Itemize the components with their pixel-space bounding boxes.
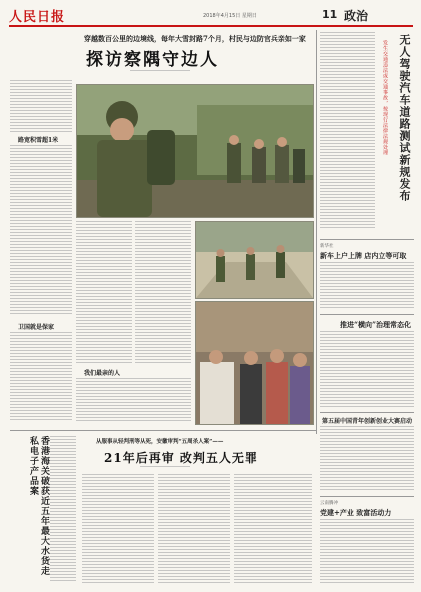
- section-name: 政治: [344, 9, 369, 23]
- bottom-story-headline: 21年后再审 改判五人无罪: [104, 451, 258, 465]
- bottom-story-col3: [234, 474, 312, 584]
- lead-body-col1-c: [10, 332, 72, 420]
- lead-body-col1-a: [10, 80, 72, 132]
- lead-byline: [130, 70, 190, 73]
- right-story-headline: 无人驾驶汽车道路测试新规发布: [398, 34, 411, 202]
- lead-body-col2-b: [76, 378, 191, 423]
- photo-road-work: [195, 221, 314, 299]
- brief-4-headline: 党建+产业 致富活动力: [320, 508, 392, 517]
- brief-1-body: [320, 262, 414, 310]
- bottom-story-byline: [140, 466, 190, 469]
- bottom-left-vertical-headline: 香港海关破获近五年最大水货走私电子产品案: [28, 436, 49, 576]
- brief-4-body: [320, 519, 414, 583]
- bottom-story-col2: [158, 474, 230, 584]
- lead-body-col2: [76, 221, 132, 363]
- lead-subhead-2: 卫国就是保家: [18, 324, 55, 331]
- photo-village-family: [195, 301, 314, 425]
- brief-1-tag: 新华社: [320, 244, 334, 249]
- brief-4-rule: [320, 496, 414, 497]
- bottom-left-body: [50, 436, 76, 582]
- lead-subhead-3: 我们最亲的人: [84, 370, 121, 377]
- column-divider: [316, 30, 317, 434]
- bottom-story-kicker: 从服事从轻判刑等从死，安徽审判“五周杀人案”——: [96, 439, 224, 445]
- masthead-rule: [9, 25, 413, 27]
- brief-1-rule: [320, 239, 414, 240]
- page-number: 11: [322, 8, 338, 21]
- right-story-subhead: 发生交通违法或交通事故，按现行法律法规处理: [382, 40, 388, 156]
- lead-subhead-1: 路宽积雪超1米: [18, 137, 59, 144]
- brief-2-body: [320, 331, 414, 409]
- right-story-body: [320, 32, 375, 228]
- road-work-illustration: [196, 222, 313, 298]
- village-family-illustration: [196, 302, 313, 424]
- brief-2-headline: 推进“横向”治理常态化: [340, 320, 412, 329]
- lead-body-col3: [135, 221, 191, 363]
- brief-1-headline: 新车上户上牌 店内立等可取: [320, 251, 407, 260]
- lead-photo-soldiers: [76, 84, 314, 218]
- issue-date: 2018年4月15日 星期日: [203, 13, 257, 19]
- lead-headline: 探访察隅守边人: [86, 50, 219, 70]
- lead-body-col1-b: [10, 145, 72, 315]
- brief-4-tag: 云南腾冲: [320, 501, 338, 506]
- bottom-story-col1: [82, 474, 154, 584]
- brief-3-body: [320, 426, 414, 492]
- lead-kicker: 穿越数百公里的边境线，每年大雪封路7个月，村民与边防官兵亲如一家: [84, 34, 306, 43]
- soldiers-photo-illustration: [77, 85, 313, 217]
- bottom-story-rule: [10, 430, 316, 431]
- brief-3-headline: 第五届中国青年创新创业大赛启动: [322, 418, 413, 425]
- brief-2-rule: [320, 314, 414, 315]
- brief-3-rule: [320, 412, 414, 413]
- masthead-logo: 人民日报: [9, 10, 66, 25]
